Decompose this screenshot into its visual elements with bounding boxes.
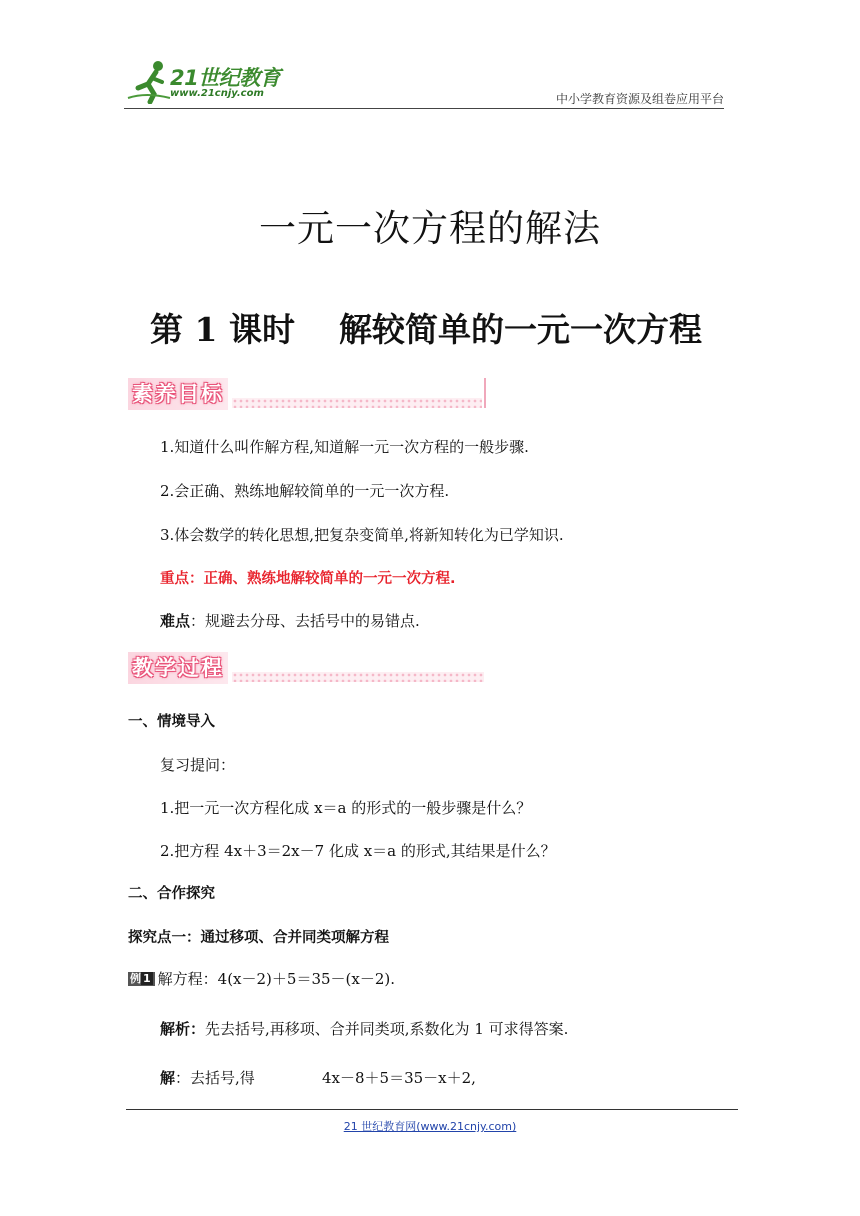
example-badge-num: 1 — [143, 972, 151, 985]
lesson-number: 第 1 课时 — [150, 310, 295, 349]
banner-label: 素养目标 — [128, 378, 228, 410]
explore-heading: 探究点一：通过移项、合并同类项解方程 — [128, 930, 389, 946]
difficulty — [160, 610, 420, 631]
logo-text: 21世纪教育 — [170, 66, 281, 90]
key-point: 重点：正确、熟练地解较简单的一元一次方程. — [160, 571, 456, 587]
goal-item: 2.会正确、熟练地解较简单的一元一次方程. — [160, 482, 450, 500]
analysis-text: 先去括号,再移项、合并同类项,系数化为 1 可求得答案. — [205, 1020, 569, 1038]
runner-logo-icon — [126, 58, 172, 104]
banner-label: 教学过程 — [128, 652, 228, 684]
page-title: 一元一次方程的解法 — [259, 207, 601, 250]
goal-item: 3.体会数学的转化思想,把复杂变简单,将新知转化为已学知识. — [160, 526, 564, 544]
banner-dots — [232, 672, 484, 682]
footer-divider — [126, 1109, 738, 1110]
solution-equation: 4x－8＋5＝35－x＋2, — [322, 1069, 476, 1087]
site-logo — [126, 58, 296, 108]
solution-label: 解 — [160, 1069, 176, 1087]
footer-link[interactable]: 21 世纪教育网(www.21cnjy.com) — [343, 1120, 517, 1133]
section-banner-process — [128, 652, 484, 686]
banner-endbar — [484, 378, 486, 408]
section-heading: 一、情境导入 — [128, 714, 215, 730]
example-problem — [128, 968, 395, 989]
question-item: 2.把方程 4x＋3＝2x－7 化成 x＝a 的形式,其结果是什么？ — [160, 842, 556, 860]
section-banner-goals — [128, 378, 488, 412]
difficulty-text: ：规避去分母、去括号中的易错点. — [190, 612, 420, 630]
goal-item: 1.知道什么叫作解方程,知道解一元一次方程的一般步骤. — [160, 438, 529, 456]
example-badge-icon — [128, 972, 155, 986]
solution — [160, 1067, 255, 1088]
analysis-label: 解析： — [160, 1020, 206, 1038]
difficulty-label: 难点 — [160, 612, 191, 630]
example-text: 解方程：4(x－2)＋5＝35－(x－2). — [157, 970, 396, 988]
example-badge-text: 例 — [130, 972, 141, 985]
solution-text: ：去括号,得 — [175, 1069, 255, 1087]
lesson-subtitle — [150, 304, 702, 351]
analysis — [160, 1018, 568, 1039]
section-heading: 二、合作探究 — [128, 886, 215, 902]
logo-url: www.21cnjy.com — [170, 88, 264, 99]
review-label: 复习提问： — [160, 756, 236, 774]
banner-dots — [232, 398, 482, 408]
lesson-name: 解较简单的一元一次方程 — [338, 310, 702, 349]
header-divider — [124, 108, 724, 109]
platform-name: 中小学教育资源及组卷应用平台 — [555, 92, 724, 106]
question-item: 1.把一元一次方程化成 x＝a 的形式的一般步骤是什么？ — [160, 799, 532, 817]
